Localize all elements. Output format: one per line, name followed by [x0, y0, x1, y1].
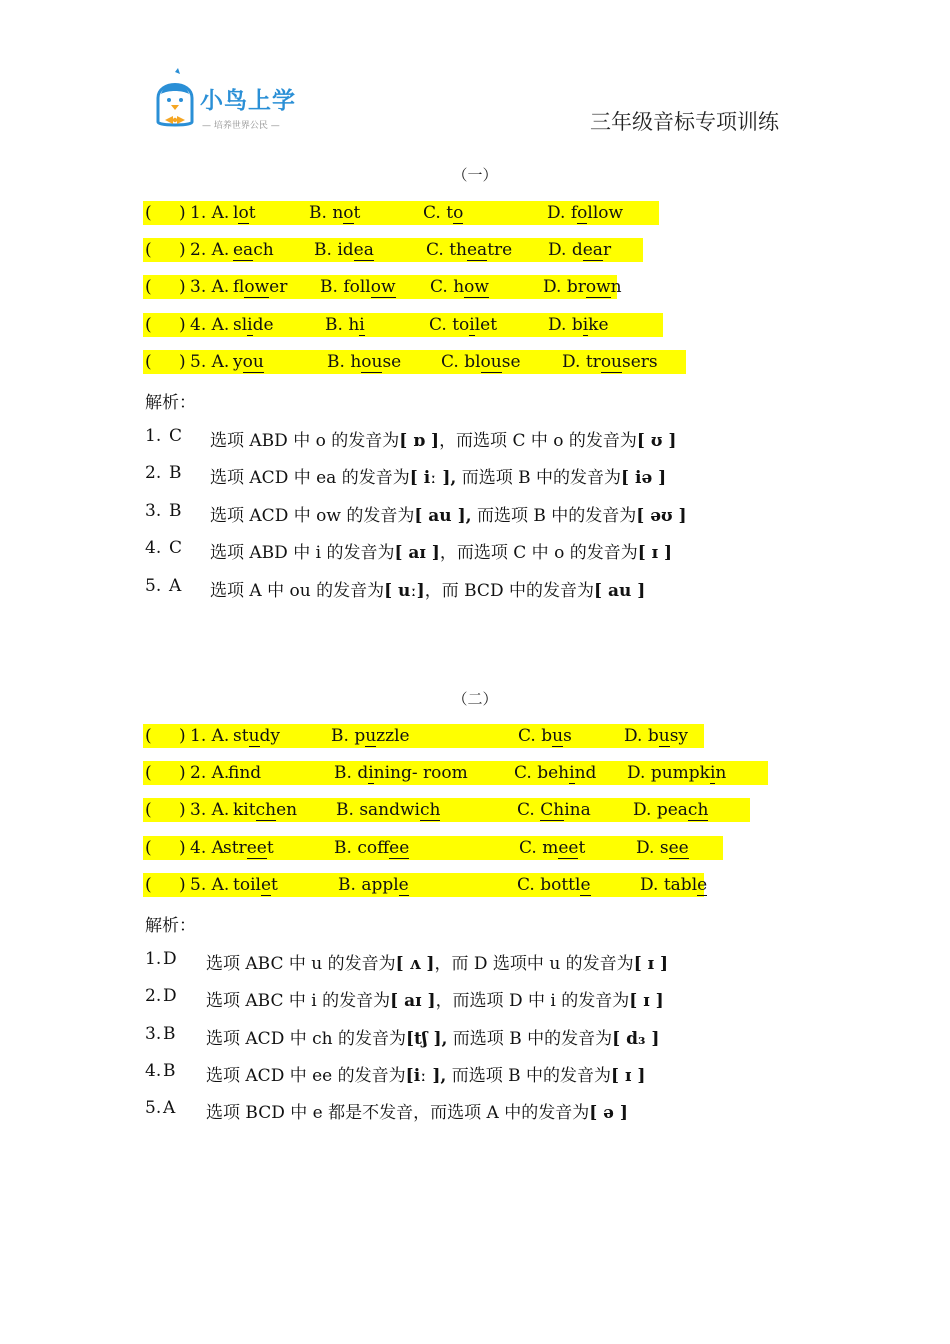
answer-bracket-close: ): [179, 240, 186, 260]
option-a: kitchen: [233, 800, 298, 820]
option-b: B. house: [327, 352, 402, 372]
option-b: B. puzzle: [331, 726, 410, 746]
answer-letter: D: [163, 986, 177, 1006]
answer-letter: B: [169, 501, 182, 521]
question-row: [143, 275, 622, 299]
answer-number: 4.: [145, 1061, 162, 1081]
option-d: D. bike: [548, 315, 609, 335]
question-number: 5. A.: [190, 352, 230, 372]
section-heading-1: （一）: [452, 166, 498, 184]
answer-explanation: 选项 ABC 中 i 的发音为[ aɪ ]，而选项 D 中 i 的发音为[ ɪ ]: [206, 991, 664, 1011]
question-row: [143, 350, 686, 374]
question-row: [143, 313, 663, 337]
answer-letter: A: [169, 576, 182, 596]
answer-letter: B: [163, 1024, 176, 1044]
answer-bracket-open: (: [145, 352, 152, 372]
option-c: C. theatre: [426, 240, 513, 260]
answer-bracket-open: (: [145, 838, 152, 858]
question-number: 4. A.: [190, 315, 230, 335]
answer-bracket-open: (: [145, 277, 152, 297]
answer-number: 4.: [145, 538, 162, 558]
question-row: [143, 798, 750, 822]
answer-explanation: 选项 ACD 中 ea 的发音为[ iː ], 而选项 B 中的发音为[ iə ]: [210, 468, 667, 488]
logo-text: 小鸟上学: [200, 88, 296, 114]
option-a: study: [233, 726, 281, 746]
answer-bracket-open: (: [145, 203, 152, 223]
option-d: D. follow: [547, 203, 624, 223]
answer-number: 1.: [145, 426, 162, 446]
option-c: C. bus: [518, 726, 572, 746]
answer-number: 1.: [145, 949, 162, 969]
answer-explanation: 选项 ACD 中 ee 的发音为[iː ], 而选项 B 中的发音为[ ɪ ]: [206, 1066, 646, 1086]
option-b: B. follow: [320, 277, 396, 297]
option-d: D. see: [636, 838, 689, 858]
answer-bracket-open: (: [145, 240, 152, 260]
option-a: toilet: [233, 875, 278, 895]
answer-letter: A: [163, 1098, 176, 1118]
option-c: C. China: [517, 800, 591, 820]
answer-bracket-open: (: [145, 315, 152, 335]
answer-number: 2.: [145, 986, 162, 1006]
question-row: [143, 761, 768, 785]
answer-number: 3.: [145, 501, 162, 521]
option-b: B. idea: [314, 240, 374, 260]
answer-explanation: 选项 ACD 中 ch 的发音为[tʃ ], 而选项 B 中的发音为[ d₃ ]: [206, 1029, 660, 1049]
answer-number: 2.: [145, 463, 162, 483]
option-d: D. brown: [543, 277, 622, 297]
answer-bracket-open: (: [145, 800, 152, 820]
option-c: C. to: [423, 203, 464, 223]
answer-number: 5.: [145, 576, 162, 596]
answer-number: 5.: [145, 1098, 162, 1118]
question-number: 4. A: [190, 838, 224, 858]
option-a: lot: [233, 203, 256, 223]
option-c: C. meet: [519, 838, 586, 858]
answer-bracket-close: ): [179, 277, 186, 297]
option-b: B. sandwich: [336, 800, 441, 820]
answer-letter: B: [163, 1061, 176, 1081]
question-row: [143, 873, 708, 897]
answer-bracket-close: ): [179, 763, 186, 783]
answer-explanation: 选项 ABD 中 i 的发音为[ aɪ ]，而选项 C 中 o 的发音为[ ɪ ]: [210, 543, 673, 563]
question-number: 5. A.: [190, 875, 230, 895]
document-title: 三年级音标专项训练: [590, 110, 779, 134]
answer-bracket-close: ): [179, 203, 186, 223]
option-c: C. blouse: [441, 352, 521, 372]
question-row: [143, 836, 723, 860]
question-number: 3. A.: [190, 277, 230, 297]
answer-bracket-open: (: [145, 875, 152, 895]
answer-bracket-open: (: [145, 763, 152, 783]
answer-bracket-close: ): [179, 800, 186, 820]
option-b: B. coffee: [334, 838, 410, 858]
question-number: 1. A.: [190, 726, 230, 746]
question-row: [143, 201, 659, 225]
answer-bracket-close: ): [179, 838, 186, 858]
answer-letter: D: [163, 949, 177, 969]
answer-explanation: 选项 ABD 中 o 的发音为[ ɒ ]，而选项 C 中 o 的发音为[ ʊ ]: [210, 431, 677, 451]
logo-subtitle: — 培养世界公民 —: [202, 121, 280, 131]
option-b: B. hi: [325, 315, 365, 335]
option-d: D. trousers: [562, 352, 658, 372]
answer-bracket-close: ): [179, 726, 186, 746]
option-a: each: [233, 240, 274, 260]
option-b: B. dining- room: [334, 763, 468, 783]
option-b: B. not: [309, 203, 361, 223]
analysis-label: 解析：: [145, 393, 196, 413]
answer-bracket-close: ): [179, 315, 186, 335]
logo: [152, 68, 302, 132]
section-heading-2: （二）: [452, 690, 498, 708]
option-d: D. peach: [633, 800, 709, 820]
analysis-label: 解析：: [145, 916, 196, 936]
option-c: C. how: [430, 277, 489, 297]
option-a: street: [223, 838, 274, 858]
option-d: D. dear: [548, 240, 612, 260]
option-a: slide: [233, 315, 274, 335]
option-a: fnd: [228, 763, 262, 783]
answer-letter: B: [169, 463, 182, 483]
penguin-logo-icon: [152, 68, 198, 130]
answer-bracket-close: ): [179, 352, 186, 372]
question-number: 2. A.: [190, 240, 230, 260]
option-b: B. apple: [338, 875, 409, 895]
option-c: C. bottle: [517, 875, 591, 895]
question-number: 2. A.: [190, 763, 230, 783]
answer-explanation: 选项 ABC 中 u 的发音为[ ʌ ]，而 D 选项中 u 的发音为[ ɪ ]: [206, 954, 669, 974]
option-d: D. busy: [624, 726, 689, 746]
question-number: 1. A.: [190, 203, 230, 223]
answer-explanation: 选项 BCD 中 e 都是不发音，而选项 A 中的发音为[ ə ]: [206, 1103, 628, 1123]
option-c: C. toilet: [429, 315, 498, 335]
answer-letter: C: [169, 538, 183, 558]
answer-number: 3.: [145, 1024, 162, 1044]
option-c: C. behind: [514, 763, 597, 783]
question-row: [143, 724, 704, 748]
answer-explanation: 选项 ACD 中 ow 的发音为[ au ], 而选项 B 中的发音为[ əʊ ]: [210, 506, 687, 526]
answer-bracket-open: (: [145, 726, 152, 746]
answer-bracket-close: ): [179, 875, 186, 895]
question-number: 3. A.: [190, 800, 230, 820]
option-d: D. table: [640, 875, 708, 895]
option-a: flower: [233, 277, 288, 297]
option-d: D. pumpkin: [627, 763, 727, 783]
answer-explanation: 选项 A 中 ou 的发音为[ uː]，而 BCD 中的发音为[ au ]: [210, 581, 646, 601]
option-a: you: [233, 352, 264, 372]
answer-letter: C: [169, 426, 183, 446]
question-row: [143, 238, 643, 262]
